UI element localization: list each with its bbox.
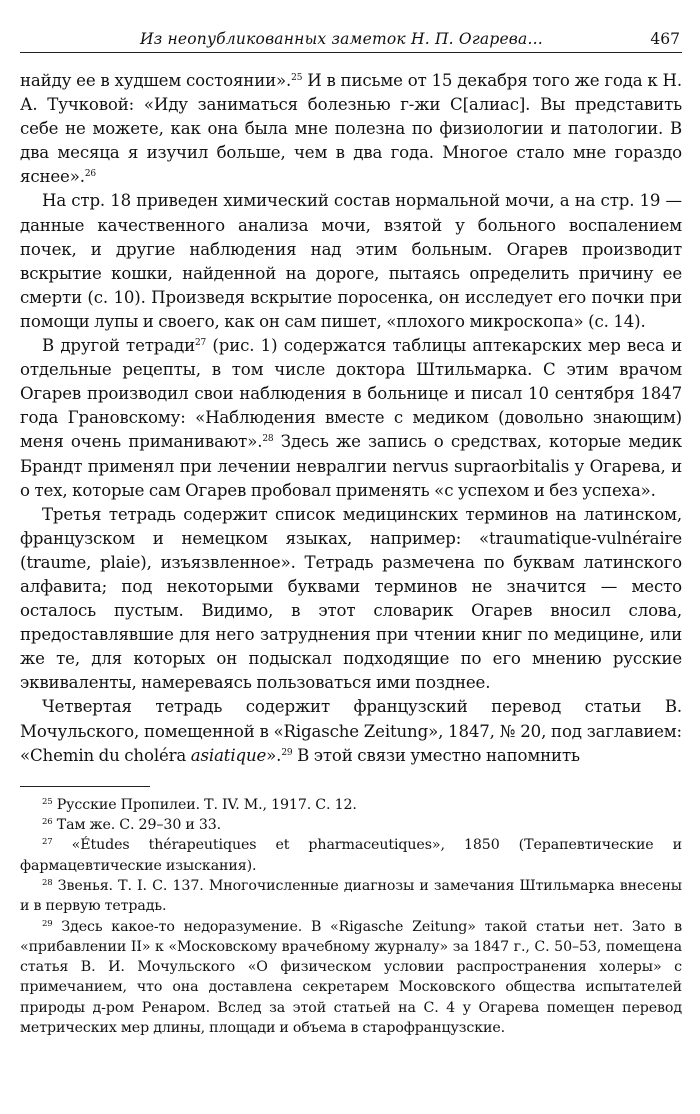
footnotes bbox=[20, 795, 682, 1039]
footnote-ref-28: 28 bbox=[262, 434, 274, 445]
text-run: (рис. 1) содержатся таблицы аптекарских мер веса и отдельные рецепты, в том числе доктора Штильмарка. С этим врачом Огарев производил свои наблюдения в больнице и писал 10 сентября 1847 года Грановскому: «Наблюдения вместе с медиком (довольно знающим) меня очень приманивают». bbox=[20, 336, 682, 452]
footnote-number: 29 bbox=[42, 918, 53, 929]
footnote-text: Здесь какое-то недоразумение. В «Rigasche Zeitung» такой статьи нет. Зато в «прибавлении II» к «Московскому врачебному журналу» за 1847 г., С. 50–53, помещена статья В. И. Мочульского «О физическом условии распространения холеры» с примечанием, что она доставлена секретарем Московского общества испытателей природы д-ром Ренаром. Вслед за этой статьей на С. 4 у Огарева помещен перевод метрических мер длины, площади и объема в старофранцузские. bbox=[20, 918, 682, 1036]
footnote-number: 27 bbox=[42, 837, 53, 848]
text-run: Здесь же запись о средствах, которые медик Брандт применял при лечении невралгии nervus supraorbitalis у Огарева, и о тех, которые сам Огарев пробовал применять «с успехом и без успеха». bbox=[20, 432, 682, 500]
paragraph-2: На стр. 18 приведен химический состав нормальной мочи, а на стр. 19 — данные качественного анализа мочи, взятой у больного воспалением почек, и другие наблюдения над этим больным. Огарев производит вскрытие кошки, найденной на дороге, пытаясь определить причину ее смерти (с. 10). Произведя вскрытие поросенка, он исследует его почки при помощи лупы и своего, как он сам пишет, «плохого микроскопа» (с. 14). bbox=[20, 191, 682, 331]
footnote-26 bbox=[20, 815, 682, 835]
footnote-29 bbox=[20, 917, 682, 1039]
footnote-number: 28 bbox=[42, 877, 53, 888]
footnote-text: Русские Пропилеи. Т. IV. М., 1917. С. 12. bbox=[52, 796, 357, 813]
paragraph-4: Третья тетрадь содержит список медицинских терминов на латинском, французском и немецком языках, например: «traumatique-vulnéraire (traume, plaie), изъязвленное». Тетрадь размечена по буквам латинского алфавита; под некоторыми буквами терминов не значится — место осталось пустым. Видимо, в этот словарик Огарев вносил слова, предоставлявшие для него затруднения при чтении книг по медицине, или же те, для которых он подыскал подходящие по его мнению русские эквиваленты, намереваясь пользоваться ими позднее. bbox=[20, 504, 682, 693]
footnote-text: «Études thérapeutiques et pharmaceutiques», 1850 (Терапевтические и фармацевтические изыскания). bbox=[20, 837, 682, 874]
text-run: ». bbox=[266, 745, 282, 765]
footnote-28 bbox=[20, 876, 682, 917]
paragraph-1 bbox=[20, 69, 682, 189]
footnote-separator bbox=[20, 786, 150, 787]
footnote-ref-27: 27 bbox=[194, 338, 207, 349]
footnote-ref-29: 29 bbox=[281, 747, 293, 758]
footnote-27 bbox=[20, 835, 682, 876]
paragraph-3 bbox=[20, 334, 682, 503]
footnote-text: Звенья. Т. I. С. 137. Многочисленные диагнозы и замечания Штильмарка внесены и в первую тетрадь. bbox=[20, 877, 682, 915]
paragraph-5 bbox=[20, 695, 682, 767]
text-run: И в письме от 15 декабря того же года к Н. А. Тучковой: «Иду заниматься болезнью г-жи С[алиас]. Вы представить себе не можете, как она была мне полезна по физиологии и патологии. В два месяца я изучил больше, чем в два года. Многое стало мне гораздо яснее». bbox=[20, 71, 682, 187]
main-text bbox=[20, 69, 682, 768]
footnote-25 bbox=[20, 795, 682, 815]
running-header bbox=[20, 26, 682, 53]
book-page bbox=[20, 26, 682, 1038]
footnote-text: Там же. С. 29–30 и 33. bbox=[52, 817, 222, 834]
footnote-ref-25: 25 bbox=[291, 73, 303, 83]
footnote-number: 25 bbox=[42, 796, 53, 807]
page-number: 467 bbox=[650, 30, 680, 48]
text-run-italic: asiatique bbox=[190, 745, 267, 765]
footnote-number: 26 bbox=[42, 817, 53, 828]
text-run: найду ее в худшем состоянии». bbox=[20, 71, 292, 90]
running-title: Из неопубликованных заметок Н. П. Огарева... bbox=[140, 30, 543, 48]
text-run: Четвертая тетрадь содержит французский перевод статьи В. Мочульского, помещенной в «Rigasche Zeitung», 1847, № 20, под заглавием: «Chemin du choléra bbox=[20, 697, 682, 765]
text-run: В другой тетради bbox=[42, 336, 195, 356]
footnote-ref-26: 26 bbox=[84, 169, 96, 180]
text-run: В этой связи уместно напомнить bbox=[292, 745, 580, 765]
